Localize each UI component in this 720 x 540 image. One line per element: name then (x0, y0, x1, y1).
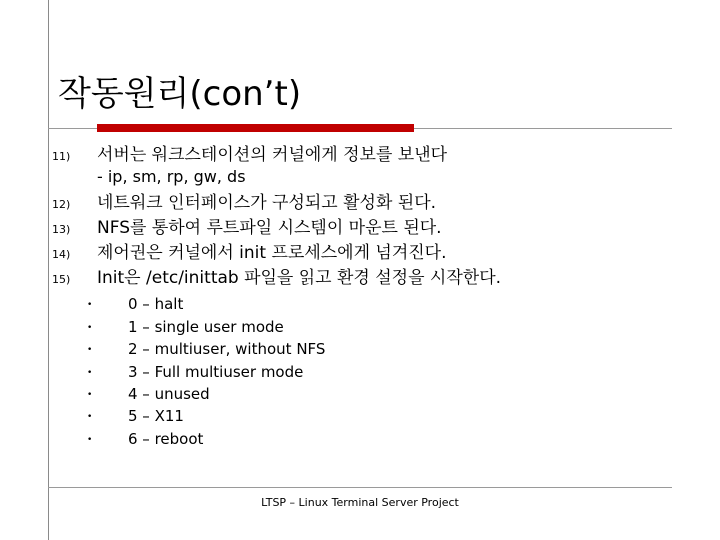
step-number-11: 11) (52, 150, 71, 163)
runlevel-item: 0 – halt (128, 295, 184, 313)
runlevel-item: 4 – unused (128, 385, 210, 403)
bullet-icon: • (87, 390, 93, 400)
runlevel-item: 3 – Full multiuser mode (128, 363, 304, 381)
bullet-icon: • (87, 323, 93, 333)
runlevel-item: 5 – X11 (128, 407, 184, 425)
bullet-icon: • (87, 412, 93, 422)
slide-footer: LTSP – Linux Terminal Server Project (261, 496, 459, 509)
step-number-13: 13) (52, 223, 71, 236)
title-accent-bar (97, 124, 414, 132)
bullet-icon: • (87, 345, 93, 355)
step-text-15: Init은 /etc/inittab 파일을 읽고 환경 설정을 시작한다. (97, 268, 502, 288)
step-number-12: 12) (52, 198, 71, 211)
runlevel-item: 6 – reboot (128, 430, 204, 448)
runlevel-item: 1 – single user mode (128, 318, 284, 336)
runlevel-item: 2 – multiuser, without NFS (128, 340, 326, 358)
footer-rule (48, 487, 672, 488)
step-text-11: 서버는 워크스테이션의 커널에게 정보를 보낸다 (97, 145, 448, 165)
step-detail-11: - ip, sm, rp, gw, ds (97, 167, 246, 186)
bullet-icon: • (87, 435, 93, 445)
step-text-13: NFS를 통하여 루트파일 시스템이 마운트 된다. (97, 218, 442, 238)
step-number-15: 15) (52, 273, 71, 286)
step-number-14: 14) (52, 248, 71, 261)
left-margin-line (48, 0, 49, 540)
step-text-14: 제어권은 커널에서 init 프로세스에게 넘겨진다. (97, 243, 447, 263)
bullet-icon: • (87, 300, 93, 310)
bullet-icon: • (87, 368, 93, 378)
step-text-12: 네트워크 인터페이스가 구성되고 활성화 된다. (97, 193, 437, 213)
slide-title: 작동원리(con’t) (58, 74, 302, 114)
